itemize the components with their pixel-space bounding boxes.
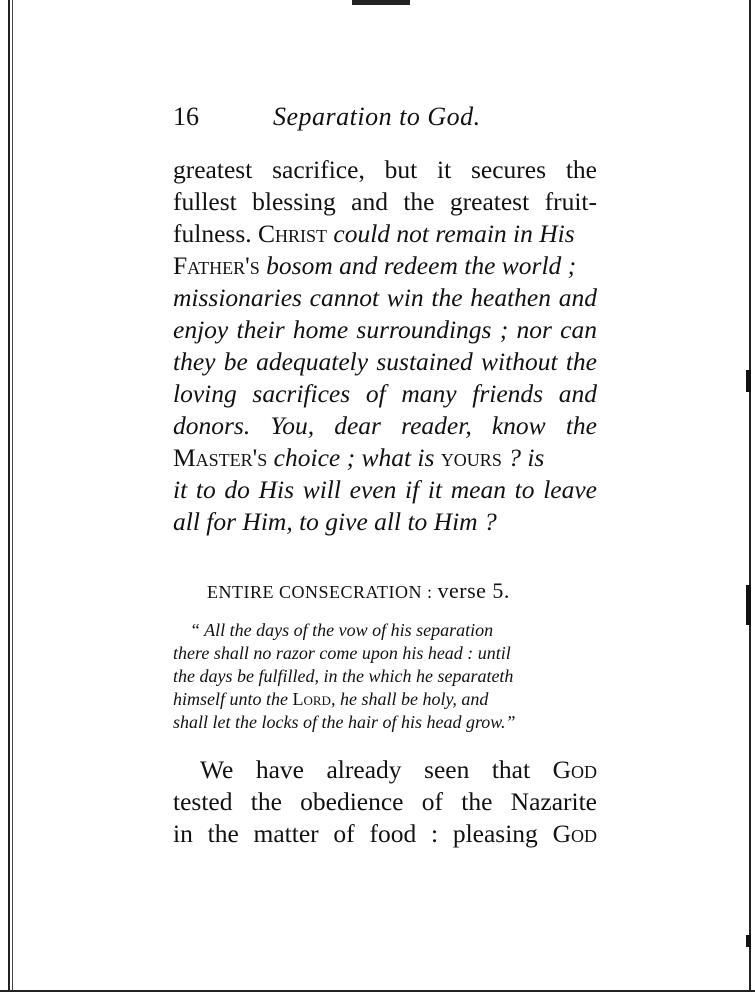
right-edge-mark [746,935,751,947]
italic-span: could not remain in His [327,219,575,248]
small-caps-name: Master's [173,443,268,472]
text-line [173,218,597,250]
text-line: fullest blessing and the greatest fruit- [173,187,597,216]
text-span: fulness. [173,219,258,248]
quote-line: the days be fulfilled, in the which he separateth [173,666,514,686]
text-line: loving sacrifices of many friends and [173,379,597,408]
page-bottom-edge [0,990,755,1000]
italic-span: bosom and redeem the world ; [259,251,577,280]
text-line: they be adequately sustained without the [173,347,597,376]
text-line: it to do His will even if it mean to leave [173,475,597,504]
text-line [173,818,597,850]
small-caps-name: God [552,819,597,848]
text-line: greatest sacrifice, but it secures the [173,155,597,184]
text-line [200,754,597,786]
right-edge-mark [746,370,751,392]
italic-span: choice ; what is [267,443,441,472]
page-left-edge [0,0,10,1000]
small-caps-name: Christ [258,219,328,248]
italic-span: himself unto the [173,689,293,709]
text-line: tested the obedience of the Nazarite [173,787,597,816]
text-line [173,442,597,474]
section-heading [207,578,597,604]
right-edge-mark [746,585,751,625]
quote-line [173,688,597,711]
small-caps-name: God [552,755,597,784]
italic-span: , he shall be holy, and [330,689,489,709]
top-print-blot [352,0,410,5]
italic-span: ? is [501,443,545,472]
running-head [173,102,603,138]
text-line [173,250,597,282]
quote-line: “ All the days of the vow of his separation [190,620,494,640]
quote-line: there shall no razor come upon his head : until [173,643,511,663]
verse-reference: verse 5. [437,578,510,603]
text-line: enjoy their home surroundings ; nor can [173,315,597,344]
text-span: We have already seen that [200,755,553,784]
quote-line: shall let the locks of the hair of his head grow.” [173,712,516,732]
text-line: all for Him, to give all to Him ? [173,507,497,536]
text-line: donors. You, dear reader, know the [173,411,597,440]
section-heading-text: ENTIRE CONSECRATION : [207,582,438,602]
small-caps-word: yours [440,443,502,472]
text-line: missionaries cannot win the heathen and [173,283,597,312]
text-span: in the matter of food : pleasing [173,819,553,848]
page-right-edge [749,0,755,1000]
small-caps-name: Father's [173,251,260,280]
small-caps-name: Lord [292,689,331,709]
page-number: 16 [173,102,199,131]
running-title: Separation to God. [273,102,481,131]
page-left-rule [12,0,13,1000]
